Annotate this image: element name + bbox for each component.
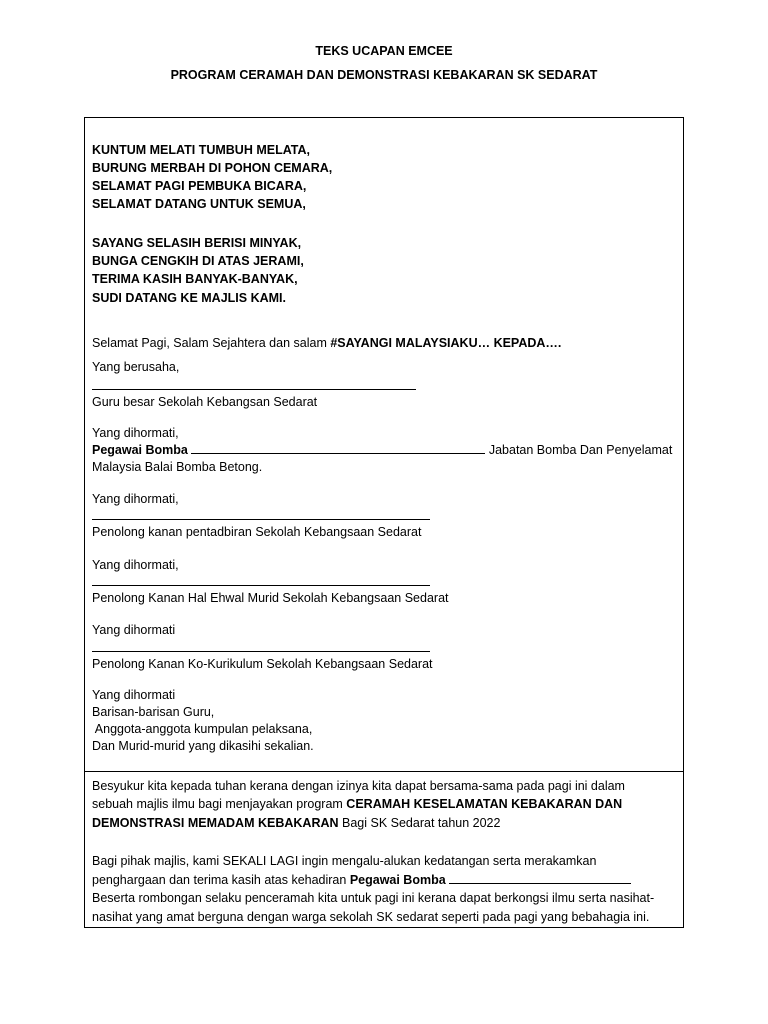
closing-text: sebuah majlis ilmu bagi menjayakan program bbox=[92, 797, 347, 811]
salutation-label: Yang dihormati bbox=[92, 623, 176, 637]
closing-text-line bbox=[92, 871, 631, 889]
closing-text-line bbox=[92, 814, 500, 832]
pantun-line: SAYANG SELASIH BERISI MINYAK, bbox=[92, 236, 302, 250]
closing-text: Bagi SK Sedarat tahun 2022 bbox=[338, 816, 501, 830]
pantun-line: BURUNG MERBAH DI POHON CEMARA, bbox=[92, 161, 333, 175]
department-continuation: Malaysia Balai Bomba Betong. bbox=[92, 460, 263, 474]
salutation-officer-line bbox=[92, 441, 672, 459]
name-blank-line bbox=[92, 389, 416, 390]
closing-text-line bbox=[92, 795, 622, 813]
salutation-title: Penolong kanan pentadbiran Sekolah Kebangsaan Sedarat bbox=[92, 525, 422, 539]
closing-text-line: Beserta rombongan selaku penceramah kita untuk pagi ini kerana dapat berkongsi ilmu serta nasihat- bbox=[92, 891, 655, 905]
closing-text-line: Besyukur kita kepada tuhan kerana dengan izinya kita dapat bersama-sama pada pagi ini dalam bbox=[92, 779, 625, 793]
pantun-line: SELAMAT DATANG UNTUK SEMUA, bbox=[92, 197, 306, 211]
greeting-emphasis: #SAYANGI MALAYSIAKU… KEPADA…. bbox=[330, 336, 562, 350]
program-name: DEMONSTRASI MEMADAM KEBAKARAN bbox=[92, 816, 339, 830]
salutation-label: Yang dihormati, bbox=[92, 558, 179, 572]
salutation-title: Penolong Kanan Hal Ehwal Murid Sekolah Kebangsaan Sedarat bbox=[92, 591, 449, 605]
closing-text-line: nasihat yang amat berguna dengan warga sekolah SK sedarat seperti pada pagi yang bebahagia ini. bbox=[92, 910, 650, 924]
salutation-label: Yang dihormati, bbox=[92, 426, 179, 440]
closing-text: penghargaan dan terima kasih atas kehadiran bbox=[92, 873, 350, 887]
pantun-line: BUNGA CENGKIH DI ATAS JERAMI, bbox=[92, 254, 304, 268]
name-blank-line bbox=[92, 651, 430, 652]
audience-line: Barisan-barisan Guru, bbox=[92, 705, 215, 719]
audience-line: Anggota-anggota kumpulan pelaksana, bbox=[92, 722, 313, 736]
salutation-label: Yang dihormati, bbox=[92, 492, 179, 506]
document-title: TEKS UCAPAN EMCEE bbox=[315, 44, 453, 58]
salutation-label: Yang dihormati bbox=[92, 688, 176, 702]
name-blank-line bbox=[92, 585, 430, 586]
salutation-label: Yang berusaha, bbox=[92, 360, 180, 374]
pantun-line: TERIMA KASIH BANYAK-BANYAK, bbox=[92, 272, 298, 286]
salutation-title: Guru besar Sekolah Kebangsan Sedarat bbox=[92, 395, 318, 409]
pantun-line: SUDI DATANG KE MAJLIS KAMI. bbox=[92, 291, 286, 305]
salutation-title: Penolong Kanan Ko-Kurikulum Sekolah Kebangsaan Sedarat bbox=[92, 657, 433, 671]
pantun-line: SELAMAT PAGI PEMBUKA BICARA, bbox=[92, 179, 307, 193]
name-blank-line bbox=[92, 519, 430, 520]
greeting-line bbox=[92, 334, 561, 352]
officer-blank-line bbox=[191, 452, 485, 454]
document-subtitle: PROGRAM CERAMAH DAN DEMONSTRASI KEBAKARAN SK SEDARAT bbox=[170, 68, 598, 82]
closing-text-line: Bagi pihak majlis, kami SEKALI LAGI ingin mengalu-alukan kedatangan serta merakamkan bbox=[92, 854, 597, 868]
department-label: Jabatan Bomba Dan Penyelamat bbox=[488, 443, 673, 457]
audience-line: Dan Murid-murid yang dikasihi sekalian. bbox=[92, 739, 314, 753]
program-name: CERAMAH KESELAMATAN KEBAKARAN DAN bbox=[346, 797, 623, 811]
officer-label: Pegawai Bomba bbox=[349, 873, 446, 887]
greeting-prefix: Selamat Pagi, Salam Sejahtera dan salam bbox=[92, 336, 331, 350]
pantun-line: KUNTUM MELATI TUMBUH MELATA, bbox=[92, 143, 311, 157]
officer-blank-line bbox=[449, 882, 631, 884]
officer-label: Pegawai Bomba bbox=[92, 443, 188, 457]
